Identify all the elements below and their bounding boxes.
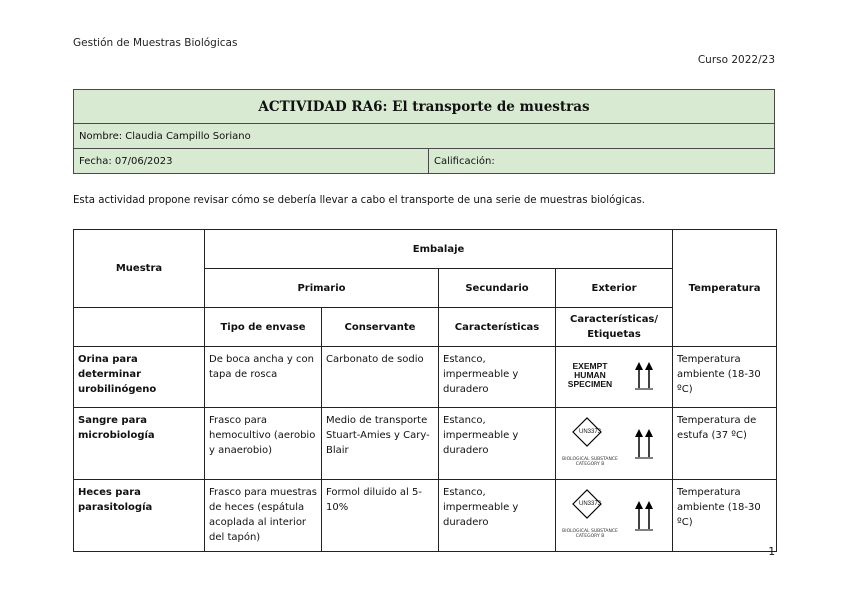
header-muestra: Muestra: [74, 230, 205, 308]
un3373-text: UN3373: [578, 501, 601, 507]
cell-muestra: Heces para parasitología: [74, 480, 205, 552]
header-primario: Primario: [205, 269, 439, 308]
student-name-field: Nombre: Claudia Campillo Soriano: [74, 124, 775, 149]
cell-temperatura: Temperatura de estufa (37 ºC): [673, 408, 777, 480]
cell-exterior: [556, 480, 673, 552]
this-way-up-arrows-icon: [634, 360, 654, 390]
activity-title: ACTIVIDAD RA6: El transporte de muestras: [74, 90, 775, 124]
table-row: [74, 408, 777, 480]
exempt-label: [560, 352, 664, 402]
cell-envase: De boca ancha y con tapa de rosca: [205, 347, 322, 408]
header-conservante: Conservante: [322, 308, 439, 347]
un3373-label: [560, 413, 664, 473]
document-header-right: Curso 2022/23: [697, 54, 775, 66]
table-row: [74, 480, 777, 552]
intro-paragraph: Esta actividad propone revisar cómo se debería llevar a cabo el transporte de una serie de muestras biológicas.: [73, 195, 646, 206]
cell-temperatura: Temperatura ambiente (18-30 ºC): [673, 347, 777, 408]
cell-conservante: Formol diluido al 5-10%: [322, 480, 439, 552]
table-row: [74, 347, 777, 408]
cell-exterior: [556, 347, 673, 408]
page-number: 1: [768, 546, 775, 558]
grade-field: Calificación:: [429, 149, 775, 174]
header-caracteristicas-etiquetas: Características/ Etiquetas: [556, 308, 673, 347]
cell-secundario: Estanco, impermeable y duradero: [439, 347, 556, 408]
activity-info-table: [73, 89, 775, 174]
un3373-text: UN3373: [578, 429, 601, 435]
cell-muestra: Orina para determinar urobilinógeno: [74, 347, 205, 408]
header-secundario: Secundario: [439, 269, 556, 308]
header-tipo-envase: Tipo de envase: [205, 308, 322, 347]
header-embalaje: Embalaje: [205, 230, 673, 269]
cell-secundario: Estanco, impermeable y duradero: [439, 408, 556, 480]
header-caracteristicas: Características: [439, 308, 556, 347]
un3373-label: [560, 485, 664, 545]
document-header-left: Gestión de Muestras Biológicas: [73, 37, 238, 49]
biological-substance-text: BIOLOGICAL SUBSTANCE CATEGORY B: [562, 457, 618, 467]
cell-secundario: Estanco, impermeable y duradero: [439, 480, 556, 552]
this-way-up-arrows-icon: [634, 499, 654, 531]
cell-envase: Frasco para hemocultivo (aerobio y anaerobio): [205, 408, 322, 480]
header-temperatura: Temperatura: [673, 230, 777, 347]
biological-substance-text: BIOLOGICAL SUBSTANCE CATEGORY B: [562, 529, 618, 539]
cell-muestra: Sangre para microbiología: [74, 408, 205, 480]
date-field: Fecha: 07/06/2023: [74, 149, 429, 174]
cell-exterior: [556, 408, 673, 480]
cell-conservante: Medio de transporte Stuart-Amies y Cary-Blair: [322, 408, 439, 480]
this-way-up-arrows-icon: [634, 427, 654, 459]
cell-temperatura: Temperatura ambiente (18-30 ºC): [673, 480, 777, 552]
transport-table: [73, 229, 777, 552]
exempt-label-text: EXEMPT HUMAN SPECIMEN: [567, 361, 613, 389]
cell-envase: Frasco para muestras de heces (espátula acoplada al interior del tapón): [205, 480, 322, 552]
cell-conservante: Carbonato de sodio: [322, 347, 439, 408]
header-exterior: Exterior: [556, 269, 673, 308]
